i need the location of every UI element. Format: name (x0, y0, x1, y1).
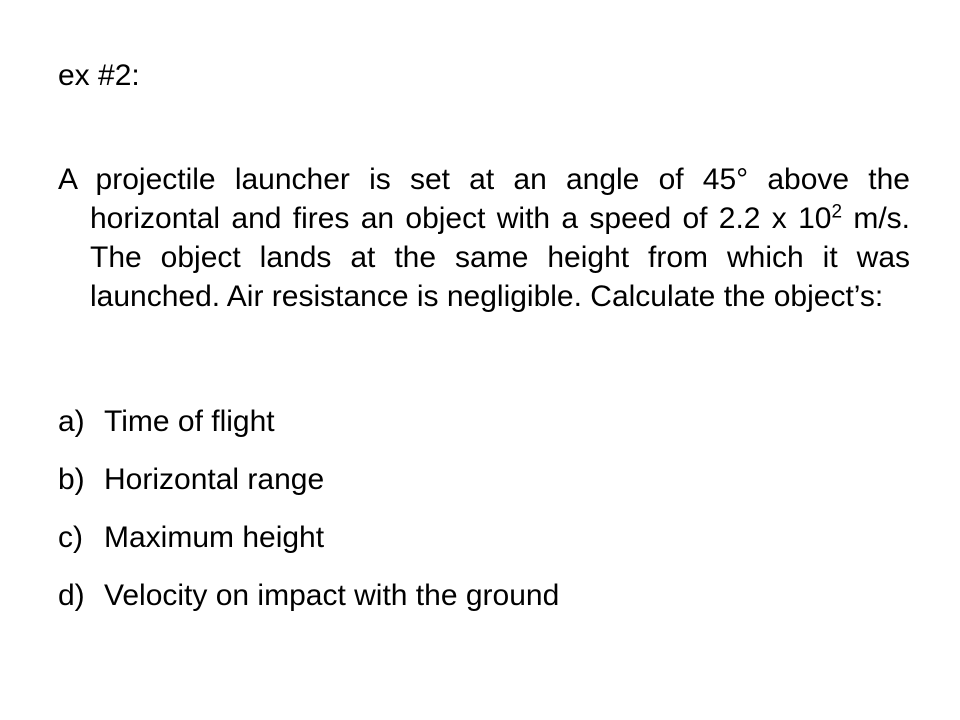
exponent: 2 (831, 201, 843, 223)
part-label: Time of flight (104, 405, 275, 438)
problem-text-start: A projectile launcher is set at an angle of 45° above the horizontal and fires an object with a speed of 2.2 x 10 (58, 163, 910, 235)
question-part-d (58, 576, 559, 634)
part-marker: a) (58, 405, 85, 438)
question-part-c (58, 518, 559, 576)
question-part-b (58, 460, 559, 518)
part-marker: d) (58, 579, 85, 612)
problem-statement (58, 160, 910, 316)
slide-heading: ex #2: (58, 59, 140, 92)
part-marker: b) (58, 463, 85, 496)
part-label: Velocity on impact with the ground (104, 579, 560, 612)
part-marker: c) (58, 521, 83, 554)
part-label: Horizontal range (104, 463, 325, 496)
problem-text-end: m/s. The object lands at the same height from which it was launched. Air resistance is negligible. Calculate the object’s: (90, 202, 910, 313)
part-label: Maximum height (104, 521, 325, 554)
question-part-a (58, 402, 559, 460)
question-parts-list (58, 402, 559, 634)
